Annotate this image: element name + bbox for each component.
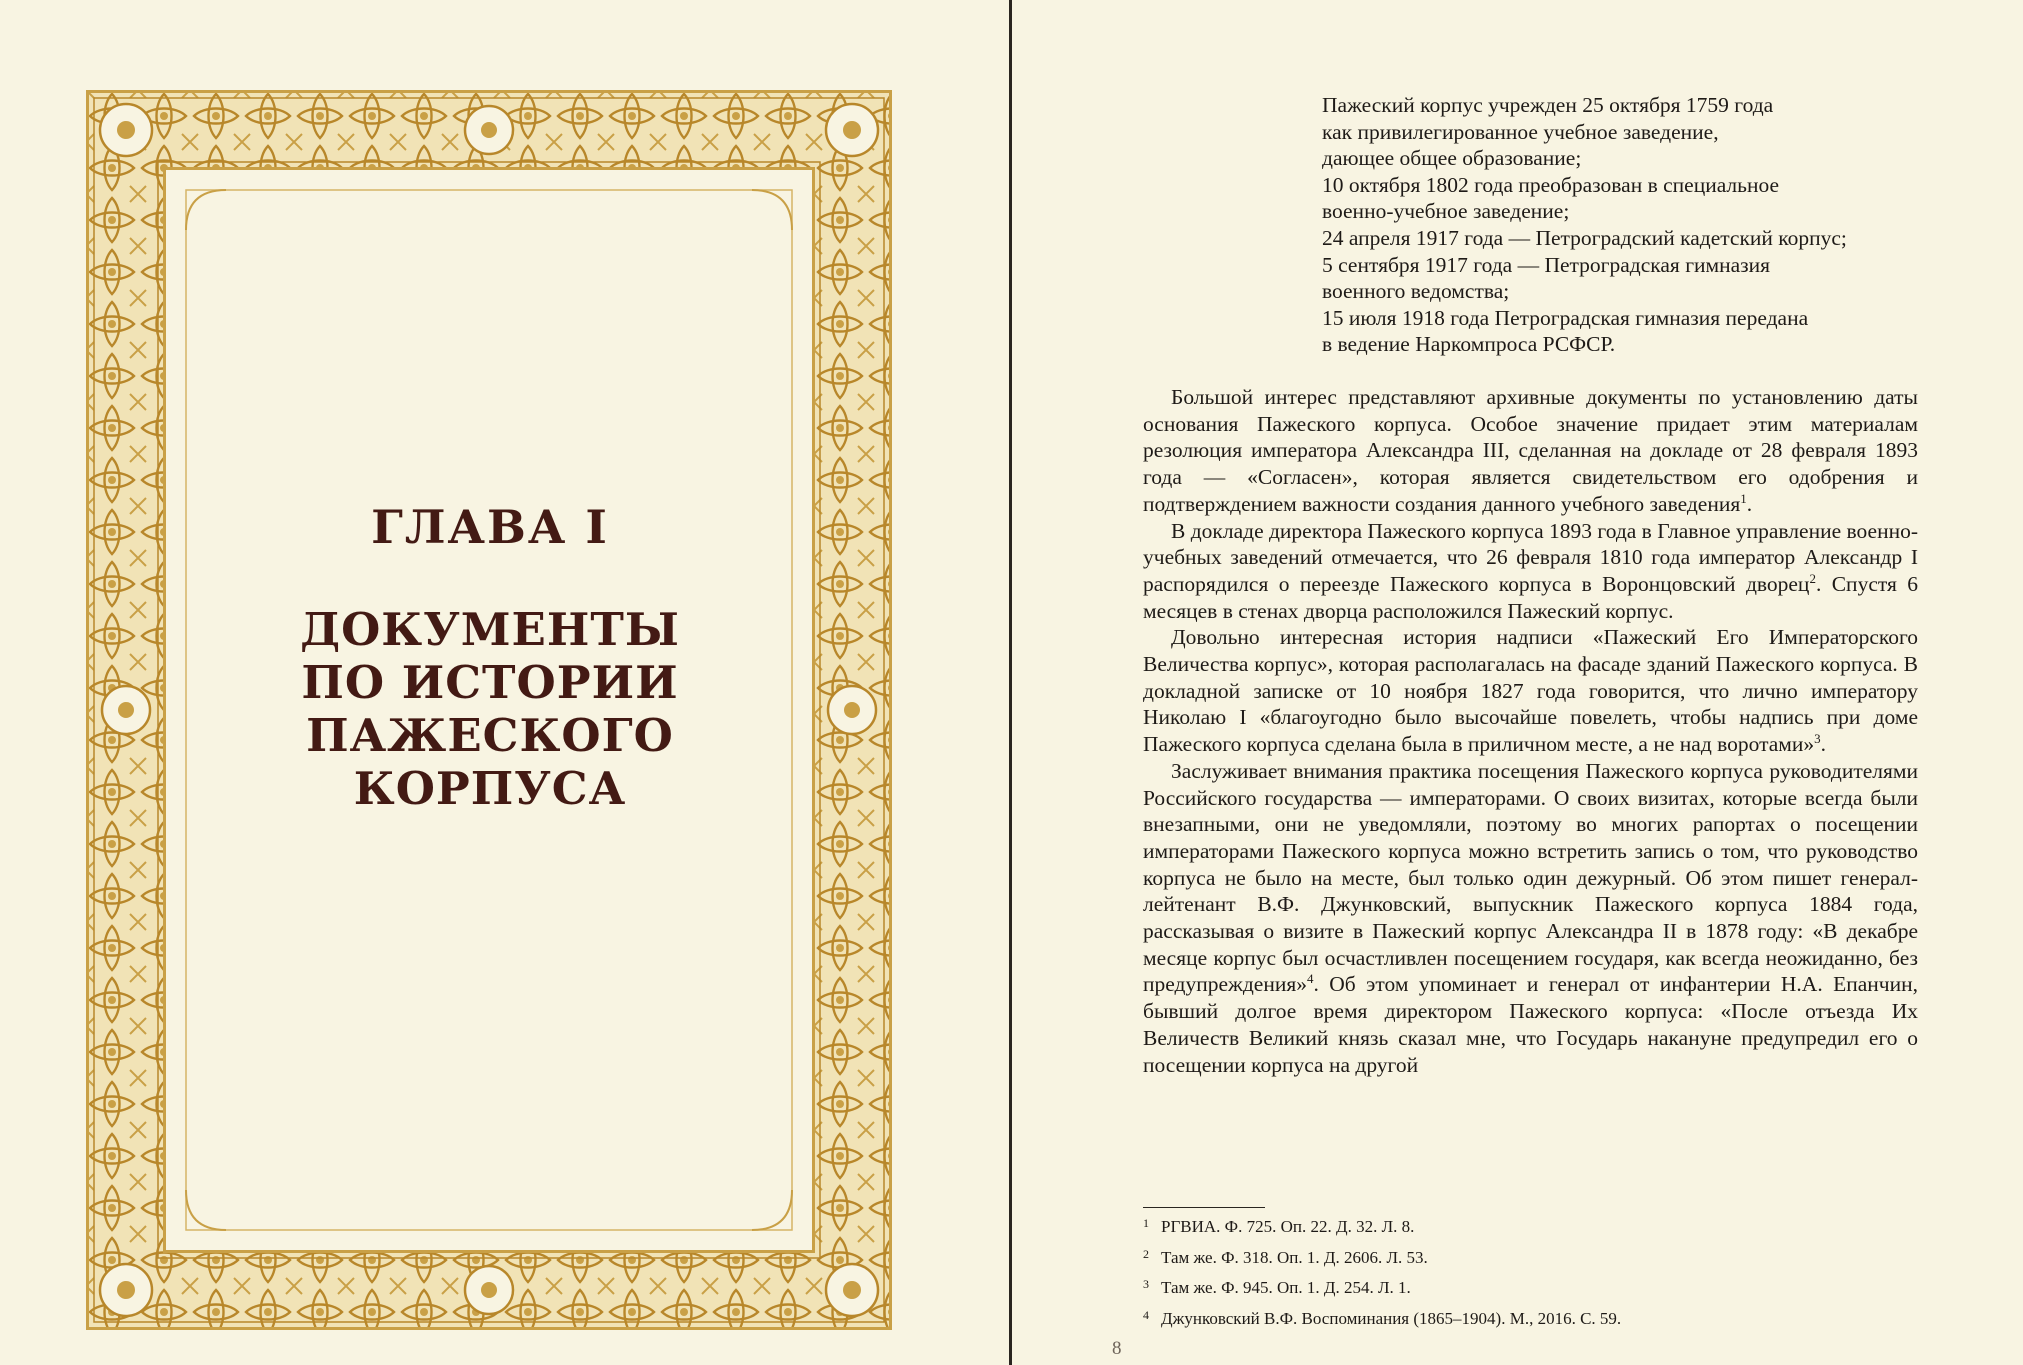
footnote-number: 2 bbox=[1143, 1246, 1149, 1261]
footnote-text: Там же. Ф. 318. Оп. 1. Д. 2606. Л. 53. bbox=[1161, 1247, 1428, 1267]
chapter-title-line: КОРПУСА bbox=[353, 762, 627, 816]
chapter-title bbox=[186, 603, 794, 815]
paragraph-text: Довольно интересная история надписи «Пажеский Его Императорского Величества корпус», которая располагалась на фасаде зданий Пажеского корпуса. В докладной записке от 10 ноября 1827 года говорится, что лично императору Николаю I «благоугодно было высочайше повелеть, чтобы надпись при доме Пажеского корпуса сделана была в приличном месте, а не над воротами» bbox=[1143, 625, 1918, 757]
paragraph-text: В докладе директора Пажеского корпуса 1893 года в Главное управление военно-учебных заведений отмечается, что 26 февраля 1810 года император Александр I распорядился о переезде Пажеского корпуса в Воронцовский дворец bbox=[1143, 518, 1918, 596]
footnote-text: РГВИА. Ф. 725. Оп. 22. Д. 32. Л. 8. bbox=[1161, 1217, 1415, 1236]
paragraph bbox=[1143, 384, 1918, 518]
dates-line: в ведение Наркомпроса РСФСР. bbox=[1322, 332, 1616, 357]
dates-line: военного ведомства; bbox=[1322, 279, 1510, 304]
chapter-heading bbox=[186, 500, 794, 815]
footnote-ref[interactable]: 4 bbox=[1307, 971, 1314, 987]
dates-line: военно-учебное заведение; bbox=[1322, 199, 1570, 224]
dates-line: 24 апреля 1917 года — Петроградский кадетский корпус; bbox=[1322, 225, 1847, 250]
footnote-number: 4 bbox=[1143, 1307, 1149, 1322]
paragraph-text: . bbox=[1746, 491, 1753, 516]
chapter-label: ГЛАВА I bbox=[371, 500, 609, 554]
dates-line: 15 июля 1918 года Петроградская гимназия передана bbox=[1322, 305, 1809, 330]
footnote-ref[interactable]: 3 bbox=[1814, 731, 1821, 747]
footnote bbox=[1143, 1241, 1918, 1272]
chapter-title-line: ПО ИСТОРИИ bbox=[301, 656, 679, 710]
footnote-ref[interactable]: 2 bbox=[1809, 570, 1816, 586]
footnote-text: Джунковский В.Ф. Воспоминания (1865–1904). М., 2016. С. 59. bbox=[1161, 1308, 1622, 1328]
footnote bbox=[1143, 1302, 1918, 1333]
paragraph bbox=[1143, 624, 1918, 758]
footnote-text: Там же. Ф. 945. Оп. 1. Д. 254. Л. 1. bbox=[1161, 1278, 1411, 1297]
paragraph-text: . bbox=[1820, 732, 1827, 757]
body-text bbox=[1143, 384, 1918, 1078]
founding-dates-block bbox=[1322, 92, 1962, 358]
paragraph bbox=[1143, 758, 1918, 1078]
footnote-number: 1 bbox=[1143, 1216, 1149, 1230]
footnote bbox=[1143, 1271, 1918, 1302]
dates-line: 5 сентября 1917 года — Петроградская гимназия bbox=[1322, 252, 1771, 277]
footnotes bbox=[1143, 1210, 1918, 1332]
left-page bbox=[0, 0, 1009, 1365]
footnote-number: 3 bbox=[1143, 1277, 1149, 1291]
paragraph-text: . Об этом упоминает и генерал от инфантерии Н.А. Епанчин, бывший долгое время директором Пажеского корпуса: «После отъезда Их Величеств Великий князь сказал мне, что Государь накануне предупредил его о посещении корпуса на другой bbox=[1143, 972, 1918, 1077]
dates-line: как привилегированное учебное заведение, bbox=[1322, 119, 1719, 144]
footnote bbox=[1143, 1210, 1918, 1241]
paragraph-text: Заслуживает внимания практика посещения Пажеского корпуса руководителями Российского государства — императорами. О своих визитах, которые всегда были внезапными, они не уведомляли, поэтому во многих рапортах о посещении императорами Пажеского корпуса можно встретить запись о том, что руководство корпуса не было на месте, был только один дежурный. Об этом пишет генерал-лейтенант В.Ф. Джунковский, выпускник Пажеского корпуса 1884 года, рассказывая о визите в Пажеский корпус Александра II в 1878 году: «В декабре месяце корпус был осчастливлен посещением государя, как всегда неожиданно, без предупреждения» bbox=[1143, 758, 1918, 997]
paragraph-text: Большой интерес представляют архивные документы по установлению даты основания Пажеского корпуса. Особое значение придает этим материалам резолюция императора Александра III, сделанная на докладе от 28 февраля 1893 года — «Согласен», которая является свидетельством его одобрения и подтверждением важности создания данного учебного заведения bbox=[1143, 385, 1918, 516]
page-number: 8 bbox=[1112, 1338, 1122, 1359]
footnote-divider bbox=[1143, 1207, 1265, 1208]
chapter-title-line: ДОКУМЕНТЫ bbox=[300, 603, 680, 657]
dates-line: Пажеский корпус учрежден 25 октября 1759 года bbox=[1322, 93, 1774, 117]
dates-line: 10 октября 1802 года преобразован в специальное bbox=[1322, 172, 1780, 197]
footnote-ref[interactable]: 1 bbox=[1740, 490, 1747, 506]
paragraph bbox=[1143, 518, 1918, 625]
right-page bbox=[1012, 0, 2023, 1365]
dates-line: дающее общее образование; bbox=[1322, 146, 1582, 171]
paragraph-text: . Спустя 6 месяцев в стенах дворца расположился Пажеский корпус. bbox=[1143, 571, 1919, 623]
chapter-title-line: ПАЖЕСКОГО bbox=[306, 709, 674, 763]
